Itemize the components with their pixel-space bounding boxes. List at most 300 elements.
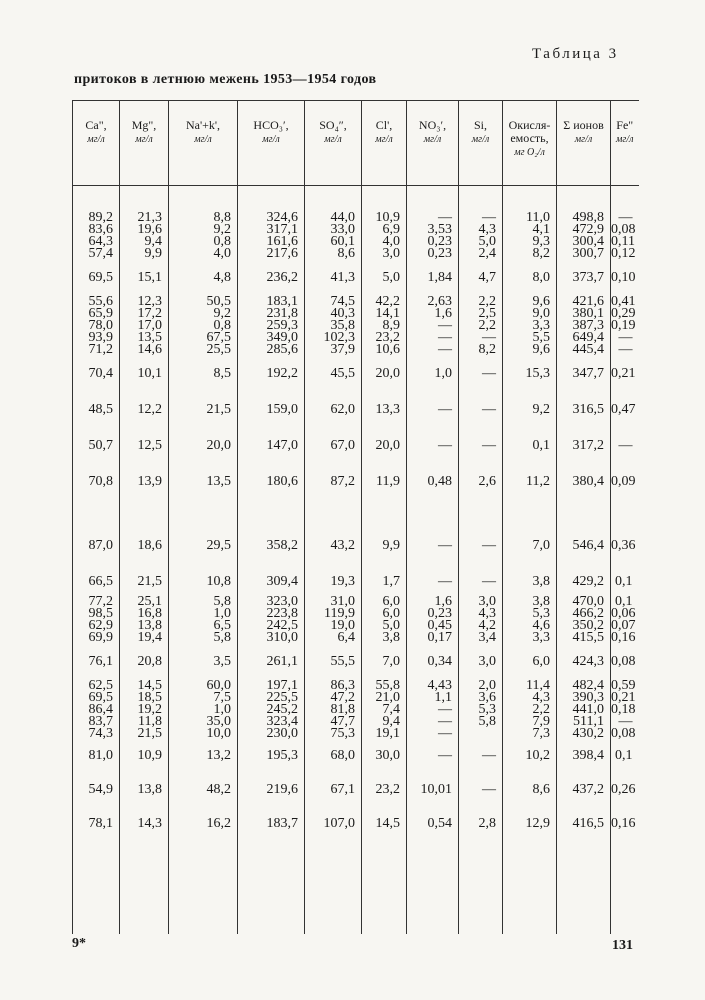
value-cell: 3,4 <box>478 630 496 645</box>
value-cell: 83,6 <box>88 222 113 237</box>
value-group <box>169 680 231 740</box>
value-cell: 62,5 <box>88 678 113 693</box>
value-cell: 317,1 <box>266 222 298 237</box>
col-header-so4: SO₄″, мг/л <box>305 101 362 186</box>
value-cell: 20,0 <box>375 366 400 381</box>
value-cell: 7,4 <box>382 702 400 717</box>
value-cell: 69,9 <box>88 630 113 645</box>
value-cell: 48,2 <box>206 782 231 797</box>
value-cell: 1,6 <box>434 306 452 321</box>
value-cell: — <box>618 210 633 225</box>
value-cell: 323,0 <box>266 594 298 609</box>
value-cell: 219,6 <box>266 782 298 797</box>
value-group <box>362 440 400 452</box>
value-cell: 225,5 <box>266 690 298 705</box>
value-cell: 35,0 <box>206 714 231 729</box>
value-group <box>362 476 400 488</box>
column-header-row <box>73 101 639 186</box>
value-group <box>557 212 604 260</box>
value-group <box>305 656 355 668</box>
value-cell: 0,10 <box>611 270 636 285</box>
value-cell: 223,8 <box>266 606 298 621</box>
value-group <box>73 576 113 588</box>
value-group <box>238 596 298 644</box>
value-cell: 0,45 <box>427 618 452 633</box>
value-cell: 50,5 <box>206 294 231 309</box>
value-cell: — <box>438 318 452 333</box>
value-cell: 66,5 <box>88 574 113 589</box>
value-cell: 9,9 <box>382 538 400 553</box>
value-cell: 21,0 <box>375 690 400 705</box>
value-group <box>557 272 604 284</box>
value-cell: 0,23 <box>427 606 452 621</box>
value-cell: 45,5 <box>330 366 355 381</box>
value-cell: — <box>438 574 452 589</box>
value-group <box>120 784 162 796</box>
value-cell: 236,2 <box>266 270 298 285</box>
value-cell: 69,5 <box>88 270 113 285</box>
value-cell: 0,47 <box>611 402 636 417</box>
value-group <box>120 750 162 762</box>
col-header-mg: Mg", мг/л <box>120 101 169 186</box>
value-cell: 17,2 <box>137 306 162 321</box>
value-group <box>503 576 550 588</box>
value-cell: 10,9 <box>137 748 162 763</box>
value-cell: 231,8 <box>266 306 298 321</box>
value-cell: 0,1 <box>615 748 633 763</box>
value-group <box>73 368 113 380</box>
value-cell: 14,6 <box>137 342 162 357</box>
value-cell: 441,0 <box>572 702 604 717</box>
column-values-8 <box>503 186 557 935</box>
value-cell: 430,2 <box>572 726 604 741</box>
value-cell: — <box>438 438 452 453</box>
value-cell: 16,2 <box>206 816 231 831</box>
ion-composition-table <box>72 100 639 934</box>
value-group <box>169 750 231 762</box>
column-values-6 <box>407 186 459 935</box>
value-cell: 13,8 <box>137 618 162 633</box>
value-cell: 0,26 <box>611 782 636 797</box>
value-group <box>362 680 400 740</box>
value-cell: — <box>482 210 496 225</box>
value-group <box>362 656 400 668</box>
value-cell: 25,1 <box>137 594 162 609</box>
value-cell: 37,9 <box>330 342 355 357</box>
value-cell: 317,2 <box>572 438 604 453</box>
value-cell: 55,5 <box>330 654 355 669</box>
column-values-1 <box>120 186 169 935</box>
value-cell: 2,63 <box>427 294 452 309</box>
value-cell: 323,4 <box>266 714 298 729</box>
value-cell: 65,9 <box>88 306 113 321</box>
value-group <box>238 440 298 452</box>
value-cell: 35,8 <box>330 318 355 333</box>
value-cell: 6,5 <box>213 618 231 633</box>
value-group <box>238 404 298 416</box>
value-group <box>120 540 162 552</box>
value-cell: 1,0 <box>213 606 231 621</box>
value-cell: 0,59 <box>611 678 636 693</box>
value-group <box>362 368 400 380</box>
value-cell: 15,1 <box>137 270 162 285</box>
value-cell: 18,5 <box>137 690 162 705</box>
value-group <box>503 404 550 416</box>
value-cell: — <box>482 538 496 553</box>
value-cell: 55,8 <box>375 678 400 693</box>
value-cell: 9,6 <box>532 294 550 309</box>
table-number-label: Таблица 3 <box>532 46 619 62</box>
value-cell: 0,17 <box>427 630 452 645</box>
value-group <box>305 404 355 416</box>
value-group <box>503 818 550 830</box>
value-group <box>611 750 633 762</box>
value-group <box>557 540 604 552</box>
value-group <box>407 212 452 260</box>
value-group <box>459 212 496 260</box>
value-cell: 20,0 <box>375 438 400 453</box>
value-cell: 2,5 <box>478 306 496 321</box>
value-cell: 0,8 <box>213 318 231 333</box>
value-group <box>557 440 604 452</box>
value-group <box>120 596 162 644</box>
value-cell: 9,6 <box>532 342 550 357</box>
value-group <box>557 368 604 380</box>
value-cell: 20,8 <box>137 654 162 669</box>
value-cell: 71,2 <box>88 342 113 357</box>
value-group <box>305 680 355 740</box>
value-cell <box>459 728 496 740</box>
value-cell: 23,2 <box>375 330 400 345</box>
value-cell: 13,3 <box>375 402 400 417</box>
value-group <box>611 678 636 741</box>
value-cell: 3,3 <box>532 318 550 333</box>
value-cell: 9,3 <box>532 234 550 249</box>
value-cell: 259,3 <box>266 318 298 333</box>
value-cell: 19,6 <box>137 222 162 237</box>
value-group <box>407 368 452 380</box>
value-group <box>362 212 400 260</box>
value-cell: 300,7 <box>572 246 604 261</box>
value-cell: 47,7 <box>330 714 355 729</box>
value-group <box>238 784 298 796</box>
value-cell: 0,36 <box>611 538 636 553</box>
value-cell: 429,2 <box>572 574 604 589</box>
value-cell: — <box>482 330 496 345</box>
value-cell: 44,0 <box>330 210 355 225</box>
value-group <box>169 576 231 588</box>
value-cell: 18,6 <box>137 538 162 553</box>
value-cell: 2,2 <box>478 294 496 309</box>
col-header-oxidability: Окисля- емость, мг O₂/л <box>503 101 557 186</box>
value-cell: 390,3 <box>572 690 604 705</box>
value-cell: 0,08 <box>611 654 636 669</box>
value-cell: 0,1 <box>615 574 633 589</box>
value-group <box>503 368 550 380</box>
value-group <box>362 540 400 552</box>
value-cell: — <box>482 748 496 763</box>
value-cell: 310,0 <box>266 630 298 645</box>
value-cell: 68,0 <box>330 748 355 763</box>
value-group <box>459 296 496 356</box>
value-cell: 20,0 <box>206 438 231 453</box>
value-cell: 1,0 <box>213 702 231 717</box>
value-group <box>120 368 162 380</box>
value-group <box>169 272 231 284</box>
value-cell: 197,1 <box>266 678 298 693</box>
value-cell: 0,16 <box>611 816 636 831</box>
value-cell: 70,4 <box>88 366 113 381</box>
value-group <box>120 576 162 588</box>
value-cell: 11,4 <box>526 678 550 693</box>
value-cell: 0,34 <box>427 654 452 669</box>
value-cell: 50,7 <box>88 438 113 453</box>
value-group <box>407 440 452 452</box>
value-group <box>407 596 452 644</box>
value-cell: 13,5 <box>206 474 231 489</box>
value-cell: 5,0 <box>382 270 400 285</box>
value-group <box>362 750 400 762</box>
value-group <box>305 440 355 452</box>
value-cell: 7,3 <box>532 726 550 741</box>
col-header-no3: NO₃′, мг/л <box>407 101 459 186</box>
value-cell: 87,2 <box>330 474 355 489</box>
value-group <box>362 784 400 796</box>
value-cell: 98,5 <box>88 606 113 621</box>
value-cell: 55,6 <box>88 294 113 309</box>
value-cell: 102,3 <box>323 330 355 345</box>
value-cell: — <box>482 402 496 417</box>
value-cell: 387,3 <box>572 318 604 333</box>
value-cell: 649,4 <box>572 330 604 345</box>
value-cell: 76,1 <box>88 654 113 669</box>
value-group <box>238 296 298 356</box>
value-cell: 183,7 <box>266 816 298 831</box>
value-group <box>503 540 550 552</box>
value-cell: — <box>438 702 452 717</box>
value-group <box>557 596 604 644</box>
value-group <box>73 404 113 416</box>
value-group <box>557 656 604 668</box>
value-cell: — <box>438 726 452 741</box>
value-group <box>557 296 604 356</box>
value-group <box>407 750 452 762</box>
value-cell: 5,5 <box>532 330 550 345</box>
value-cell: 67,5 <box>206 330 231 345</box>
value-group <box>169 656 231 668</box>
value-cell: 77,2 <box>88 594 113 609</box>
value-group <box>503 212 550 260</box>
value-cell: 13,5 <box>137 330 162 345</box>
value-cell: 74,5 <box>330 294 355 309</box>
value-group <box>73 818 113 830</box>
value-cell: 0,21 <box>611 366 636 381</box>
value-group <box>459 750 496 762</box>
value-cell: 2,6 <box>478 474 496 489</box>
value-cell: 19,0 <box>330 618 355 633</box>
value-group <box>238 540 298 552</box>
value-cell: 67,0 <box>330 438 355 453</box>
value-cell: 10,6 <box>375 342 400 357</box>
value-group <box>238 272 298 284</box>
value-cell: 3,0 <box>382 246 400 261</box>
value-cell: 5,8 <box>213 630 231 645</box>
value-cell: 9,9 <box>144 246 162 261</box>
value-group <box>503 680 550 740</box>
value-group <box>503 750 550 762</box>
value-cell: 4,0 <box>382 234 400 249</box>
value-cell: 7,0 <box>532 538 550 553</box>
value-group <box>611 366 636 381</box>
value-cell: 42,2 <box>375 294 400 309</box>
value-cell: 60,0 <box>206 678 231 693</box>
value-cell: 19,3 <box>330 574 355 589</box>
value-cell: 2,2 <box>532 702 550 717</box>
value-cell: 0,1 <box>615 594 633 609</box>
value-group <box>73 212 113 260</box>
value-cell: 87,0 <box>88 538 113 553</box>
value-cell: 0,8 <box>213 234 231 249</box>
value-cell: 261,1 <box>266 654 298 669</box>
value-group <box>407 818 452 830</box>
value-cell: 41,3 <box>330 270 355 285</box>
value-cell: 8,9 <box>382 318 400 333</box>
value-group <box>407 540 452 552</box>
value-cell: 14,1 <box>375 306 400 321</box>
value-cell: 161,6 <box>266 234 298 249</box>
value-cell: 180,6 <box>266 474 298 489</box>
value-cell: 19,2 <box>137 702 162 717</box>
value-cell: 230,0 <box>266 726 298 741</box>
value-cell: 12,2 <box>137 402 162 417</box>
value-cell: 10,0 <box>206 726 231 741</box>
value-cell: 3,8 <box>532 594 550 609</box>
value-cell: 350,2 <box>572 618 604 633</box>
value-group <box>305 784 355 796</box>
value-cell: 6,0 <box>532 654 550 669</box>
value-cell: 8,6 <box>337 246 355 261</box>
value-group <box>611 654 636 669</box>
value-group <box>557 750 604 762</box>
value-cell: 64,3 <box>88 234 113 249</box>
value-cell: 13,8 <box>137 782 162 797</box>
value-cell: 78,0 <box>88 318 113 333</box>
value-group <box>120 680 162 740</box>
value-group <box>305 576 355 588</box>
value-group <box>305 750 355 762</box>
value-cell: 0,08 <box>611 726 636 741</box>
value-cell: 1,7 <box>382 574 400 589</box>
value-group <box>73 596 113 644</box>
value-cell: 14,5 <box>137 678 162 693</box>
value-cell: 12,9 <box>525 816 550 831</box>
table-body-row <box>73 186 639 935</box>
value-group <box>120 296 162 356</box>
value-cell: 511,1 <box>573 714 604 729</box>
value-group <box>407 656 452 668</box>
value-group <box>169 784 231 796</box>
value-cell: 60,1 <box>330 234 355 249</box>
value-group <box>120 440 162 452</box>
value-cell: 29,5 <box>206 538 231 553</box>
value-cell: 69,5 <box>88 690 113 705</box>
value-cell: — <box>618 330 633 345</box>
col-header-si: Si, мг/л <box>459 101 503 186</box>
value-cell: 6,4 <box>337 630 355 645</box>
value-cell: 5,8 <box>213 594 231 609</box>
value-group <box>73 540 113 552</box>
value-cell: 21,3 <box>137 210 162 225</box>
value-cell: 81,8 <box>330 702 355 717</box>
value-cell: 1,6 <box>434 594 452 609</box>
value-group <box>362 576 400 588</box>
value-group <box>459 656 496 668</box>
value-group <box>557 784 604 796</box>
value-group <box>503 476 550 488</box>
value-group <box>305 368 355 380</box>
value-group <box>503 784 550 796</box>
value-group <box>238 476 298 488</box>
value-cell: 11,0 <box>526 210 550 225</box>
value-cell: — <box>438 714 452 729</box>
value-cell: 15,3 <box>525 366 550 381</box>
value-cell: 8,2 <box>532 246 550 261</box>
value-cell: 0,48 <box>427 474 452 489</box>
page-number: 131 <box>612 938 633 953</box>
value-cell: 21,5 <box>137 574 162 589</box>
value-cell: 159,0 <box>266 402 298 417</box>
value-cell: 0,23 <box>427 246 452 261</box>
value-cell: 86,4 <box>88 702 113 717</box>
value-cell: — <box>438 748 452 763</box>
value-cell: 75,3 <box>330 726 355 741</box>
value-cell: 3,5 <box>213 654 231 669</box>
value-cell: 347,7 <box>572 366 604 381</box>
value-cell: 6,9 <box>382 222 400 237</box>
value-cell: 300,4 <box>572 234 604 249</box>
value-cell: 10,2 <box>525 748 550 763</box>
value-cell: 14,3 <box>137 816 162 831</box>
value-group <box>73 476 113 488</box>
value-cell: 421,6 <box>572 294 604 309</box>
column-values-10 <box>611 186 639 935</box>
value-group <box>459 476 496 488</box>
value-cell: 466,2 <box>572 606 604 621</box>
value-cell: 30,0 <box>375 748 400 763</box>
value-cell: 11,8 <box>138 714 162 729</box>
value-group <box>305 272 355 284</box>
value-cell: 4,2 <box>478 618 496 633</box>
value-cell: 1,1 <box>434 690 452 705</box>
value-cell: — <box>482 782 496 797</box>
value-cell: 498,8 <box>572 210 604 225</box>
value-cell: 13,9 <box>137 474 162 489</box>
value-cell: 89,2 <box>88 210 113 225</box>
value-group <box>459 272 496 284</box>
table-caption: притоков в летнюю межень 1953—1954 годов <box>74 72 377 87</box>
value-group <box>238 576 298 588</box>
value-cell: 0,12 <box>611 246 636 261</box>
value-group <box>120 404 162 416</box>
value-cell: 472,9 <box>572 222 604 237</box>
column-values-3 <box>238 186 305 935</box>
value-cell: 11,9 <box>376 474 400 489</box>
value-cell: 0,23 <box>427 234 452 249</box>
value-group <box>611 538 636 553</box>
value-cell: 373,7 <box>572 270 604 285</box>
value-group <box>120 272 162 284</box>
value-cell: 4,3 <box>478 606 496 621</box>
